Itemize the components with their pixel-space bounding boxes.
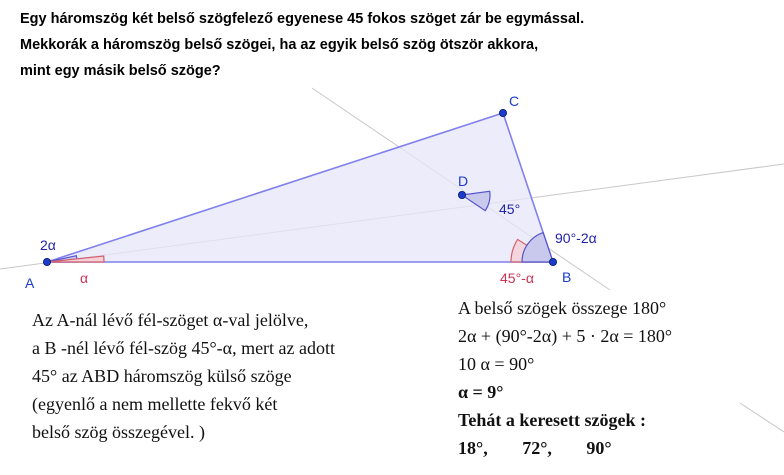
point-a[interactable] bbox=[43, 258, 50, 265]
explanation-line-4: (egyenlő a nem mellette fekvő két bbox=[32, 394, 278, 414]
angle-label-a-half: α bbox=[80, 270, 89, 286]
point-b[interactable] bbox=[549, 258, 556, 265]
answer-angle-3: 90° bbox=[586, 438, 612, 458]
solution-result: α = 9° bbox=[458, 382, 504, 402]
label-b: B bbox=[562, 269, 572, 285]
solution-line-1: A belső szögek összege 180° bbox=[458, 298, 667, 318]
label-c: C bbox=[509, 93, 520, 109]
angle-label-b-half: 45°-α bbox=[500, 270, 534, 286]
explanation-line-5: belső szög összegével. ) bbox=[32, 422, 205, 442]
angle-label-b-other: 90°-2α bbox=[555, 230, 597, 246]
point-d[interactable] bbox=[458, 191, 465, 198]
solution-conclusion: Tehát a keresett szögek : bbox=[458, 410, 646, 430]
solution-answers bbox=[458, 434, 778, 462]
explanation-line-2: a B -nél lévő fél-szög 45°-α, mert az adott bbox=[32, 338, 336, 358]
angle-label-a-full: 2α bbox=[40, 237, 56, 253]
solution-line-3: 10 α = 90° bbox=[458, 354, 535, 374]
explanation-line-3: 45° az ABD háromszög külső szöge bbox=[32, 366, 292, 386]
angle-label-d: 45° bbox=[499, 201, 521, 217]
explanation-line-1: Az A-nál lévő fél-szöget α-val jelölve, bbox=[32, 310, 309, 330]
problem-line-1: Egy háromszög két belső szögfelező egyenese 45 fokos szöget zár be egymással. bbox=[20, 11, 585, 27]
explanation-text bbox=[32, 306, 442, 446]
label-a: A bbox=[25, 275, 35, 291]
answer-angle-2: 72°, bbox=[522, 438, 552, 458]
point-c[interactable] bbox=[499, 109, 506, 116]
answer-angle-1: 18°, bbox=[458, 438, 488, 458]
solution-text bbox=[458, 294, 778, 462]
problem-line-2: Mekkorák a háromszög belső szögei, ha az egyik belső szög ötször akkora, bbox=[20, 37, 539, 53]
triangle-abc bbox=[47, 113, 553, 262]
solution-line-2: 2α + (90°-2α) + 5 · 2α = 180° bbox=[458, 326, 673, 346]
problem-statement bbox=[20, 6, 740, 84]
label-d: D bbox=[458, 173, 469, 189]
problem-line-3: mint egy másik belső szöge? bbox=[20, 63, 221, 79]
